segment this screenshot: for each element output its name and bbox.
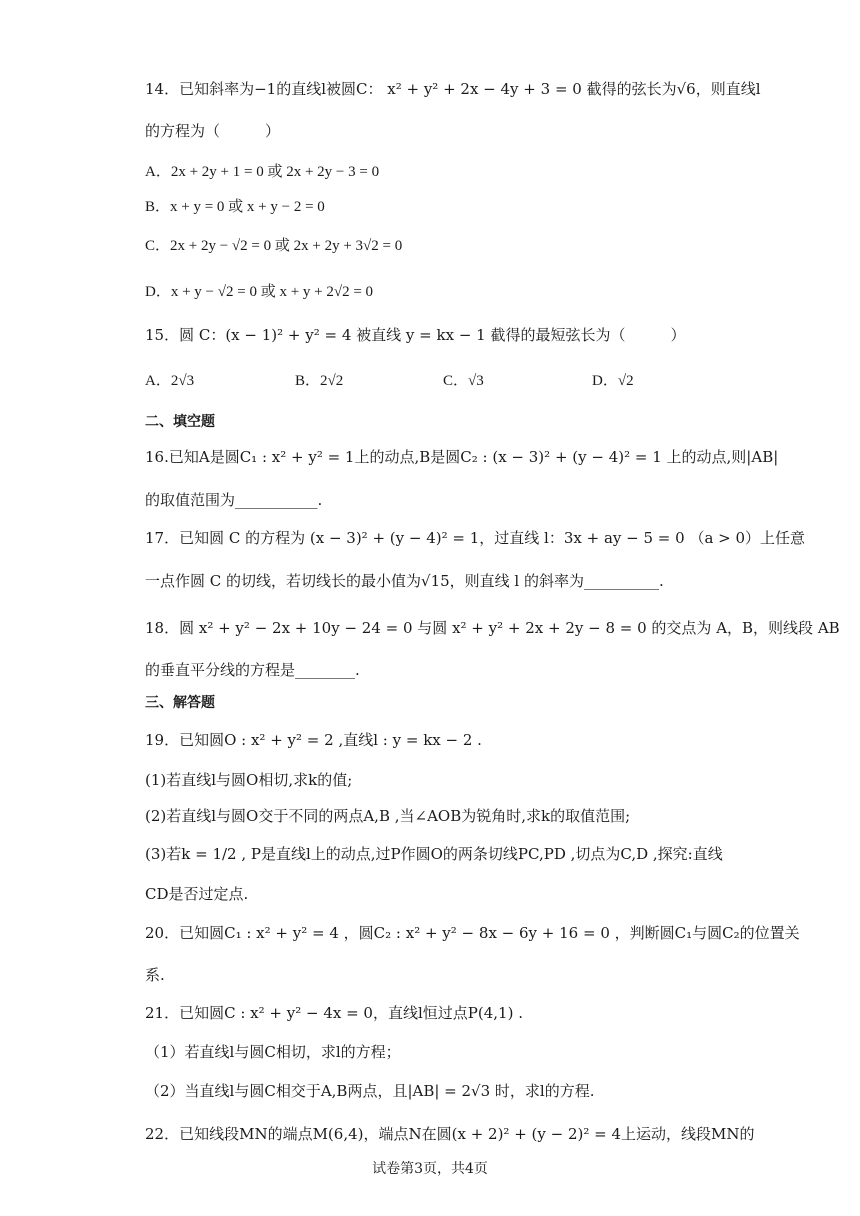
q19-part3-line1: (3)若k = 1/2 , P是直线l上的动点,过P作圆O的两条切线PC,PD ,切点为C,D ,探究:直线 [145, 845, 723, 863]
q18-stem-line1: 18．圆 x² + y² − 2x + 10y − 24 = 0 与圆 x² + y² + 2x + 2y − 8 = 0 的交点为 A，B，则线段 AB [145, 619, 840, 637]
q14-option-a: A．2x + 2y + 1 = 0 或 2x + 2y − 3 = 0 [145, 164, 380, 180]
q20-stem-line2: 系. [145, 966, 165, 984]
q15-option-a: A．2√3 [145, 373, 195, 389]
q19-stem: 19．已知圆O : x² + y² = 2 ,直线l : y = kx − 2 . [145, 731, 482, 749]
q21-part2: （2）当直线l与圆C相交于A,B两点，且|AB| = 2√3 时，求l的方程. [145, 1082, 595, 1100]
q20-stem-line1: 20．已知圆C₁ : x² + y² = 4 ，圆C₂ : x² + y² − 8x − 6y + 16 = 0 ，判断圆C₁与圆C₂的位置关 [145, 924, 800, 942]
q14-stem-line1: 14．已知斜率为−1的直线l被圆C： x² + y² + 2x − 4y + 3 = 0 截得的弦长为√6，则直线l [145, 80, 761, 98]
q15-option-c: C．√3 [443, 373, 484, 389]
q15-option-b: B．2√2 [295, 373, 344, 389]
section-heading-answer: 三、解答题 [145, 695, 215, 711]
section-heading-fill-in: 二、填空题 [145, 414, 215, 430]
q14-stem-line2: 的方程为（ ） [145, 122, 281, 140]
q15-options-row [145, 370, 705, 392]
q19-part1: (1)若直线l与圆O相切,求k的值; [145, 771, 353, 789]
q21-stem: 21．已知圆C : x² + y² − 4x = 0，直线l恒过点P(4,1) . [145, 1004, 523, 1022]
q16-stem-line2: 的取值范围为___________. [145, 491, 323, 509]
q14-option-b: B．x + y = 0 或 x + y − 2 = 0 [145, 199, 325, 215]
q18-stem-line2: 的垂直平分线的方程是________. [145, 661, 360, 679]
q16-stem-line1: 16.已知A是圆C₁ : x² + y² = 1上的动点,B是圆C₂ : (x − 3)² + (y − 4)² = 1 上的动点,则|AB| [145, 448, 779, 466]
q17-stem-line2: 一点作圆 C 的切线，若切线长的最小值为√15，则直线 l 的斜率为__________. [145, 572, 664, 590]
q21-part1: （1）若直线l与圆C相切，求l的方程； [145, 1043, 401, 1061]
q19-part3-line2: CD是否过定点. [145, 885, 249, 903]
q14-option-d: D．x + y − √2 = 0 或 x + y + 2√2 = 0 [145, 284, 374, 300]
q15-stem: 15．圆 C：(x − 1)² + y² = 4 被直线 y = kx − 1 截得的最短弦长为（ ） [145, 326, 686, 344]
q17-stem-line1: 17．已知圆 C 的方程为 (x − 3)² + (y − 4)² = 1，过直线 l：3x + ay − 5 = 0 （a > 0）上任意 [145, 529, 806, 547]
page-footer: 试卷第3页，共4页 [372, 1161, 488, 1177]
q19-part2: (2)若直线l与圆O交于不同的两点A,B ,当∠AOB为锐角时,求k的取值范围; [145, 807, 631, 825]
q22-stem-line1: 22．已知线段MN的端点M(6,4)，端点N在圆(x + 2)² + (y − 2)² = 4上运动，线段MN的 [145, 1125, 755, 1143]
q15-option-d: D．√2 [592, 373, 634, 389]
q14-option-c: C．2x + 2y − √2 = 0 或 2x + 2y + 3√2 = 0 [145, 238, 403, 254]
